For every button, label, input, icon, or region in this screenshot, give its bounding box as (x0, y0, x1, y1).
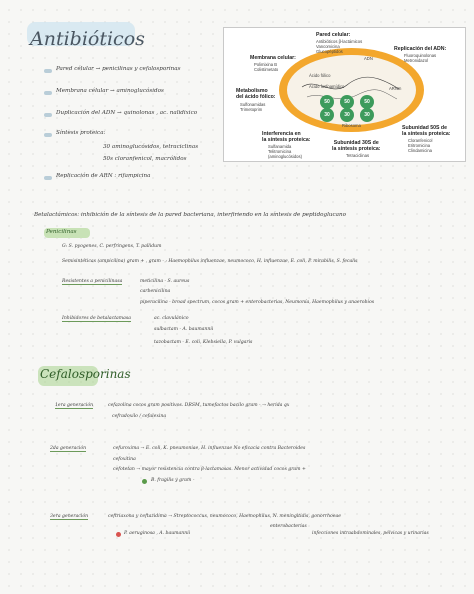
penicilinas-heading: Penicilinas (46, 229, 77, 235)
bullet-icon (44, 176, 52, 180)
cefalosporinas-heading: Cefalosporinas (40, 367, 131, 381)
gen3-label: 3era generación (50, 514, 89, 519)
label-folico: Metabolismo del ácido fólico: (236, 88, 276, 100)
gen3-text: P. aeruginosa , A. baumannii (124, 531, 191, 536)
inner-label: ARNm (389, 86, 402, 91)
bullet-icon (44, 91, 52, 95)
penicilina-semisinteticas: Semisintéticas (ampicilina) gram + , gram - : Haemophilus influenzae, neumococo, H. influenzae, E. coli, P. mirabilis, S. fecalis (62, 259, 358, 264)
label-adn-items: Fluoroquinolonas Metronidazol (404, 53, 437, 63)
label-interferencia: Interferencia en la síntesis proteica: (262, 131, 311, 143)
bullet-icon (44, 113, 52, 117)
bullet-icon (44, 69, 52, 73)
label-adn: Replicación del ADN: (394, 46, 447, 52)
gen2-text: cefoxitina (113, 457, 136, 462)
ribosome-icon: 50 (360, 95, 374, 109)
ribosome-icon: 30 (320, 108, 334, 122)
gen3-text: infecciones intraabdominales, pélvicas y urinarias (312, 531, 429, 536)
label-sub30-items: Tetraciclinas (346, 153, 370, 158)
label-pared: Pared celular: (316, 32, 351, 38)
label-sub30: Subunidad 30S de la síntesis proteica: (332, 140, 381, 152)
antibiotic-targets-diagram (223, 27, 466, 162)
label-sub50: Subunidad 50S de la síntesis proteica: (402, 125, 451, 137)
bullet-icon (44, 133, 52, 137)
resistentes-line: piperacilina - broad spectrum, cocos gram + enterobacterias, Neumonía, Haemophilus y anaerobios (140, 300, 375, 305)
label-sub50-items: Cloranfenicol Eritromicina Clindamicina (408, 138, 433, 153)
label-pared-items: Antibióticos β-lactámicos Vancomicina Glucopéptidos (316, 39, 363, 54)
inhibidores-line: sulbactam - A. baumannii (154, 327, 214, 332)
inhibidores-line: ac. clavulánico (154, 316, 189, 321)
ribosome-icon: 30 (340, 108, 354, 122)
resistentes-line: meticilina - S. aureus (140, 279, 190, 284)
inner-label: ADN (364, 56, 373, 61)
ribosome-icon: 30 (360, 108, 374, 122)
inner-label: Ácido fólico (309, 73, 331, 78)
ribosome-icon: 50 (320, 95, 334, 109)
warning-icon (116, 532, 121, 537)
target-item: Pared célular → penicilinas y cefalosporinas (56, 66, 181, 72)
gen1-text: cefazolina cocos gram positivos. DRSM, tumefactos bacilo gram - → herida qx (108, 403, 290, 408)
label-membrana: Membrana celular: (250, 55, 296, 61)
label-interferencia-items: Sulfanamida Telitromicina (aminoglucósidos) (268, 144, 302, 159)
page-title: Antibióticos (30, 28, 145, 50)
target-item: Membrana célular → aminoglucósidos (56, 88, 164, 94)
protein-synthesis-item: 50s cloranfenicol, macrólidos (103, 156, 187, 162)
penicilina-g: G: S. pyogenes, C. perfringens, T. pallidum (62, 244, 162, 249)
gen2-label: 2da generación (50, 446, 87, 451)
gen2-text: cefotetan → mayor resistencia contra β-lactamasas. Menor actividad cocos gram + (113, 467, 306, 472)
gen3-text: ceftriaxona y ceftazidima → Streptococcus, neumococo, Haemophilus, N. meningitidis, gonorrhoeae (108, 514, 341, 519)
gen1-text: cefradoxilo / cefalexina (112, 414, 167, 419)
gen3-text: enterobacterias (270, 524, 307, 529)
check-icon (142, 479, 147, 484)
gen1-label: 1era generación (55, 403, 94, 408)
target-item: Síntesis proteica: (56, 130, 106, 136)
inhibidores-line: tazobactam - E. coli, Klebsiella, P. vulgaris (154, 340, 253, 345)
protein-synthesis-item: 30 aminoglucósidos, tetraciclinas (103, 144, 199, 150)
inhibidores-label: Inhibidores de betalactamasa (62, 316, 131, 321)
inner-label: Ácido fosfoamídico (309, 84, 345, 89)
ribosome-icon: 50 (340, 95, 354, 109)
resistentes-label: Resistentes a penicilinasa (62, 279, 123, 284)
betalactam-intro: Betalactámicos: inhibición de la síntesis de la pared bacteriana, interfiriendo en la síntesis de peptidoglucano (34, 212, 346, 218)
gen2-text: B. fragilis y gram - (151, 478, 195, 483)
gen2-text: cefuroxima → E. coli, K. pneumoniae, H. influenzae No eficacia contra Bacteroides (113, 446, 306, 451)
inner-label: Ribosoma (342, 123, 361, 128)
label-folico-items: Sulfonamidas Trimetoprim (240, 102, 266, 112)
target-item: Duplicación del ADN → quinolonas , ac. nalidixico (56, 110, 198, 116)
target-item: Replicación de ARN : rifampicina (56, 173, 151, 179)
label-membrana-items: Polimixina B Colistimetato (254, 62, 279, 72)
resistentes-line: carbenicilina (140, 289, 171, 294)
